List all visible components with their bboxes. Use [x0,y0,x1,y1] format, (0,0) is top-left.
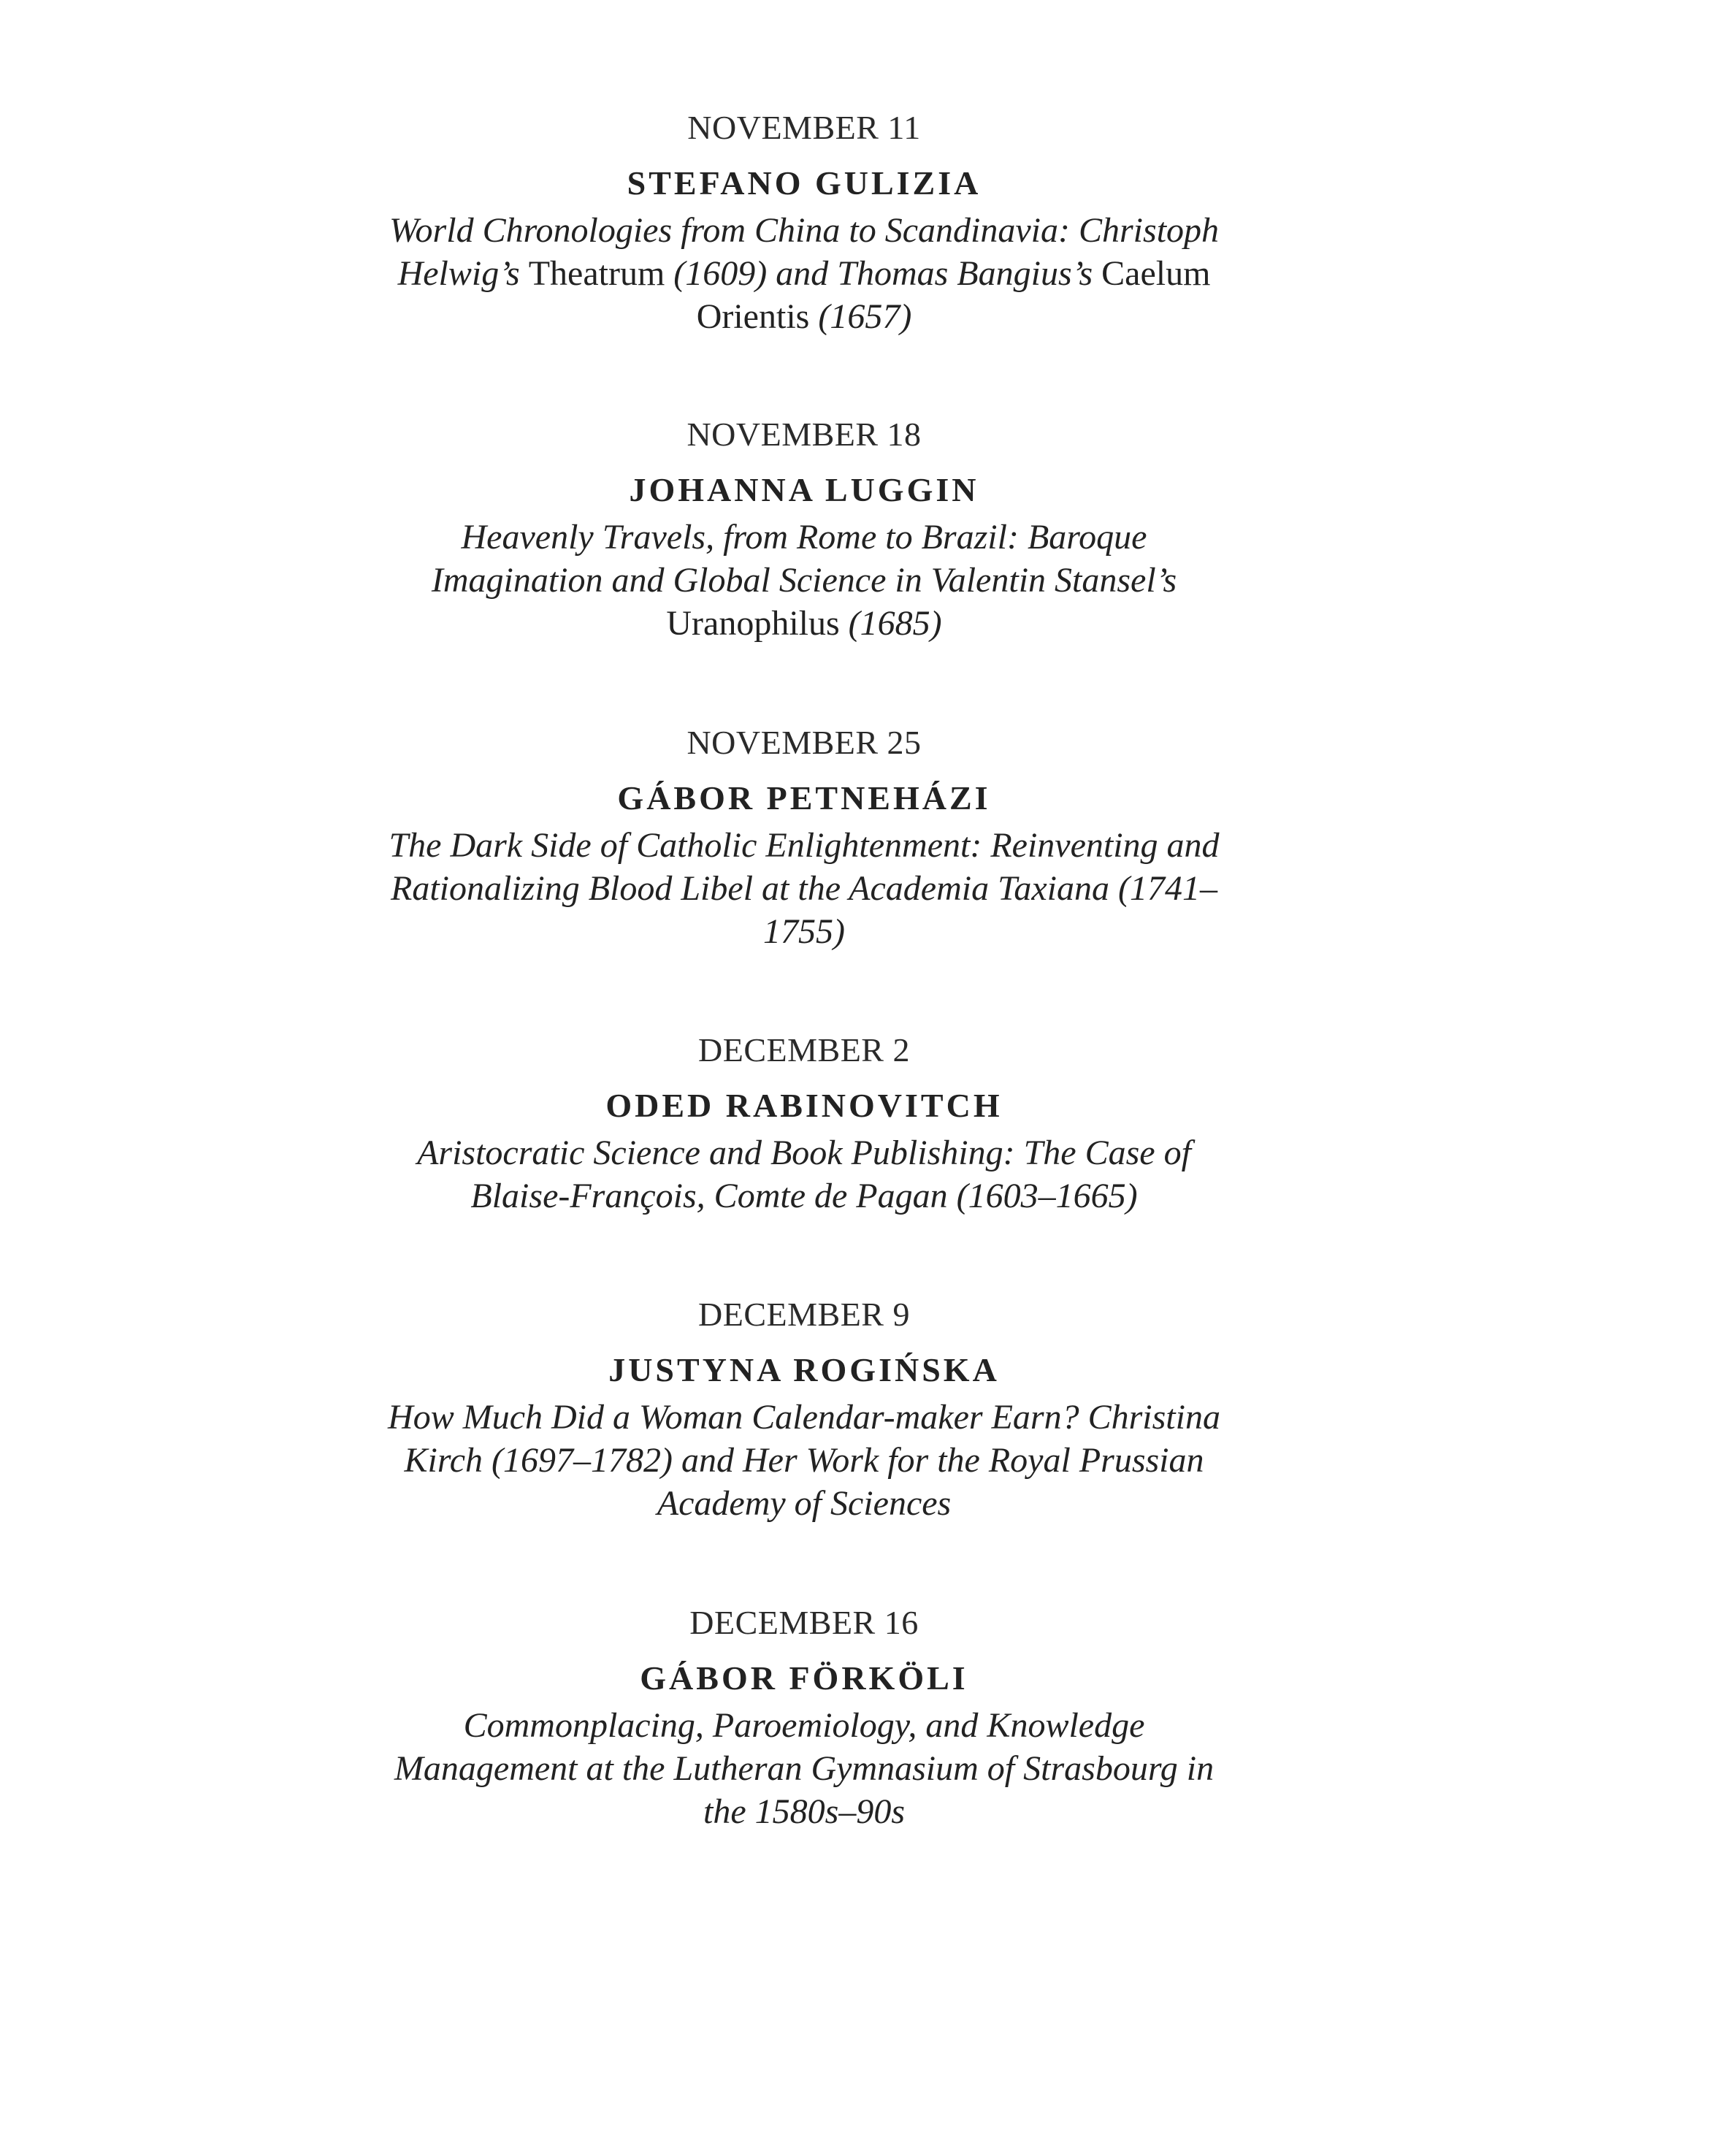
title-text-italic: the 1580s–90s [703,1792,905,1831]
event-date: NOVEMBER 25 [686,724,922,761]
event-entry [351,1603,1257,1833]
event-date: DECEMBER 2 [698,1031,910,1069]
title-text-italic: (1685) [839,604,942,643]
talk-title-line [351,1790,1257,1833]
talk-title-line [351,1482,1257,1525]
talk-title [351,516,1257,645]
talk-title [351,209,1257,338]
title-text-roman: Caelum [1101,254,1211,293]
title-text-italic: Imagination and Global Science in Valentin Stansel’s [431,561,1177,600]
speaker-name: JOHANNA LUGGIN [629,471,979,508]
talk-title-line [351,1439,1257,1482]
speaker-name: ODED RABINOVITCH [605,1087,1003,1124]
title-text-italic: Management at the Lutheran Gymnasium of Strasbourg in [394,1749,1215,1788]
title-text-italic: Aristocratic Science and Book Publishing: The Case of [417,1134,1191,1172]
event-entry [351,1031,1257,1217]
event-date: NOVEMBER 18 [686,416,922,453]
title-text-italic: 1755) [763,912,845,951]
talk-title-line [351,295,1257,338]
title-text-roman: Orientis [696,297,810,336]
speaker-name: JUSTYNA ROGIŃSKA [608,1351,1000,1388]
event-date: DECEMBER 16 [689,1604,919,1641]
talk-title-line [351,1131,1257,1174]
talk-title [351,1131,1257,1217]
title-text-italic: Blaise-François, Comte de Pagan (1603–1665) [470,1177,1138,1215]
talk-title-line [351,602,1257,645]
talk-title-line [351,1396,1257,1439]
title-text-italic: (1609) and Thomas Bangius’s [665,254,1102,293]
event-entry [351,108,1257,338]
talk-title-line [351,252,1257,295]
title-text-roman: Uranophilus [666,604,840,643]
title-text-italic: (1657) [809,297,912,336]
title-text-italic: The Dark Side of Catholic Enlightenment: Reinventing and [389,826,1220,865]
talk-title-line [351,559,1257,602]
talk-title [351,1704,1257,1833]
event-entry [351,415,1257,645]
title-text-italic: Kirch (1697–1782) and Her Work for the Royal Prussian [404,1441,1204,1480]
talk-title-line [351,516,1257,559]
talk-title-line [351,910,1257,953]
speaker-name: GÁBOR PETNEHÁZI [617,779,991,817]
title-text-roman: Theatrum [528,254,665,293]
event-date: DECEMBER 9 [698,1296,910,1333]
talk-title-line [351,1174,1257,1217]
title-text-italic: Commonplacing, Paroemiology, and Knowledge [463,1706,1145,1745]
event-entry [351,1295,1257,1525]
title-text-italic: Heavenly Travels, from Rome to Brazil: Baroque [461,518,1147,557]
title-text-italic: Helwig’s [397,254,529,293]
event-date: NOVEMBER 11 [687,109,921,146]
event-entry [351,723,1257,953]
talk-title-line [351,1704,1257,1747]
talk-title-line [351,824,1257,867]
talk-title-line [351,209,1257,252]
talk-title [351,824,1257,953]
speaker-name: GÁBOR FÖRKÖLI [640,1659,968,1697]
talk-title-line [351,867,1257,910]
title-text-italic: World Chronologies from China to Scandinavia: Christoph [389,211,1220,250]
speaker-name: STEFANO GULIZIA [627,164,982,202]
talk-title-line [351,1747,1257,1790]
title-text-italic: How Much Did a Woman Calendar-maker Earn? Christina [388,1398,1220,1437]
title-text-italic: Rationalizing Blood Libel at the Academia Taxiana (1741– [391,869,1217,908]
talk-title [351,1396,1257,1525]
title-text-italic: Academy of Sciences [657,1484,952,1523]
